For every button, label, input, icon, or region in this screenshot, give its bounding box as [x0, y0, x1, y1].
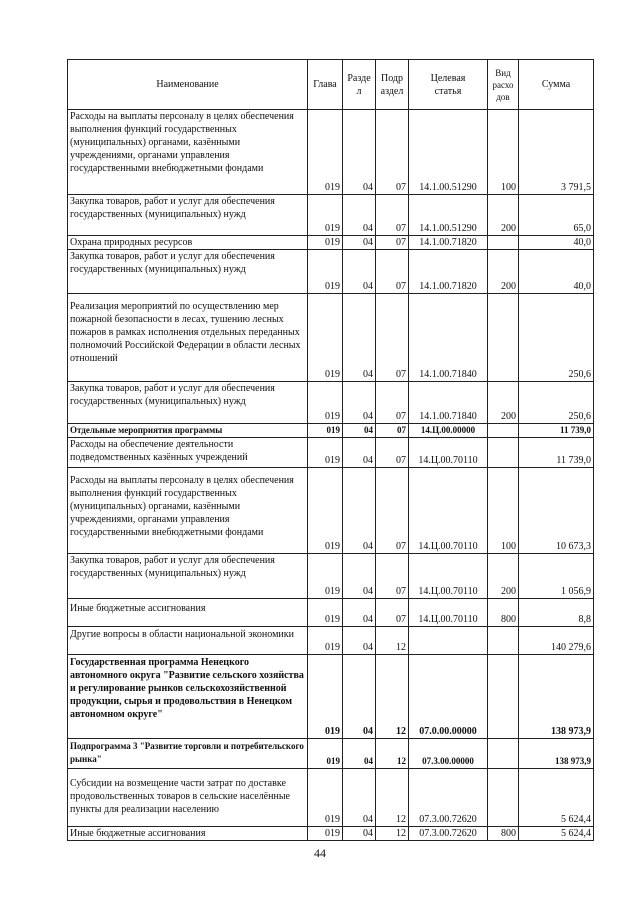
col-header-vid: Вид расхо дов [488, 60, 519, 110]
col-header-podrazdel: Подр аздел [376, 60, 409, 110]
row-sum: 40,0 [519, 250, 594, 294]
table-row [68, 599, 594, 627]
row-podrazdel: 07 [376, 554, 409, 599]
row-name: Закупка товаров, работ и услуг для обеспечения государственных (муниципальных) нужд [68, 554, 308, 599]
table-row [68, 294, 594, 382]
row-razdel: 04 [343, 554, 376, 599]
row-sum: 3 791,5 [519, 110, 594, 195]
row-target [409, 627, 488, 655]
row-podrazdel: 12 [376, 655, 409, 739]
row-razdel: 04 [343, 468, 376, 554]
row-target: 14.Ц.00.70110 [409, 554, 488, 599]
row-glava: 019 [308, 769, 343, 827]
header-row [68, 60, 594, 110]
row-glava: 019 [308, 554, 343, 599]
row-sum: 40,0 [519, 236, 594, 250]
row-vid: 800 [488, 599, 519, 627]
row-name: Охрана природных ресурсов [68, 236, 308, 250]
row-target: 14.Ц.00.70110 [409, 468, 488, 554]
row-sum: 10 673,3 [519, 468, 594, 554]
row-target: 07.3.00.00000 [409, 739, 488, 769]
row-razdel: 04 [343, 110, 376, 195]
row-target: 14.1.00.51290 [409, 110, 488, 195]
row-target: 14.Ц.00.70110 [409, 438, 488, 468]
row-vid: 200 [488, 554, 519, 599]
row-glava: 019 [308, 195, 343, 236]
row-razdel: 04 [343, 627, 376, 655]
row-sum: 140 279,6 [519, 627, 594, 655]
row-razdel: 04 [343, 739, 376, 769]
table-row [68, 739, 594, 769]
row-podrazdel: 07 [376, 236, 409, 250]
row-podrazdel: 07 [376, 599, 409, 627]
row-glava: 019 [308, 250, 343, 294]
row-sum: 5 624,4 [519, 827, 594, 841]
row-target: 07.0.00.00000 [409, 655, 488, 739]
row-podrazdel: 12 [376, 769, 409, 827]
table-row [68, 468, 594, 554]
row-name: Расходы на выплаты персоналу в целях обеспечения выполнения функций государственных (муниципальных) органами, казёнными учреждениями, органами управления государственными внебюджетными фондами [68, 468, 308, 554]
row-razdel: 04 [343, 599, 376, 627]
row-glava: 019 [308, 438, 343, 468]
table-row [68, 769, 594, 827]
table-row [68, 195, 594, 236]
row-name: Отдельные мероприятия программы [68, 424, 308, 438]
row-name: Реализация мероприятий по осуществлению мер пожарной безопасности в лесах, тушению лесных пожаров в рамках исполнения отдельных переданных полномочий Российской Федерации в области лесных отношений [68, 294, 308, 382]
row-podrazdel: 07 [376, 468, 409, 554]
row-vid: 200 [488, 382, 519, 424]
row-razdel: 04 [343, 655, 376, 739]
col-header-name: Наименование [68, 60, 308, 110]
row-razdel: 04 [343, 769, 376, 827]
row-podrazdel: 07 [376, 294, 409, 382]
row-target: 14.1.00.71820 [409, 250, 488, 294]
row-razdel: 04 [343, 438, 376, 468]
row-sum: 5 624,4 [519, 769, 594, 827]
row-name: Государственная программа Ненецкого автономного округа "Развитие сельского хозяйства и регулирование рынков сельскохозяйственной продукции, сырья и продовольствия в Ненецком автономном округе" [68, 655, 308, 739]
row-podrazdel: 07 [376, 424, 409, 438]
row-glava: 019 [308, 827, 343, 841]
row-razdel: 04 [343, 382, 376, 424]
row-vid [488, 424, 519, 438]
row-razdel: 04 [343, 294, 376, 382]
row-name: Иные бюджетные ассигнования [68, 599, 308, 627]
row-sum: 65,0 [519, 195, 594, 236]
table-row [68, 655, 594, 739]
row-glava: 019 [308, 739, 343, 769]
row-vid: 200 [488, 250, 519, 294]
row-vid [488, 739, 519, 769]
table-row [68, 438, 594, 468]
row-target: 14.Ц.00.00000 [409, 424, 488, 438]
table-row [68, 627, 594, 655]
row-target: 14.1.00.51290 [409, 195, 488, 236]
row-vid [488, 627, 519, 655]
row-vid: 100 [488, 110, 519, 195]
row-name: Закупка товаров, работ и услуг для обеспечения государственных (муниципальных) нужд [68, 195, 308, 236]
row-glava: 019 [308, 627, 343, 655]
row-razdel: 04 [343, 827, 376, 841]
row-name: Иные бюджетные ассигнования [68, 827, 308, 841]
row-sum: 138 973,9 [519, 739, 594, 769]
row-name: Закупка товаров, работ и услуг для обеспечения государственных (муниципальных) нужд [68, 382, 308, 424]
table-row [68, 424, 594, 438]
page-number: 44 [314, 846, 326, 860]
row-razdel: 04 [343, 250, 376, 294]
row-target: 14.1.00.71820 [409, 236, 488, 250]
row-glava: 019 [308, 294, 343, 382]
row-target: 07.3.00.72620 [409, 769, 488, 827]
row-podrazdel: 12 [376, 827, 409, 841]
row-glava: 019 [308, 468, 343, 554]
row-podrazdel: 07 [376, 250, 409, 294]
table-row [68, 382, 594, 424]
row-sum: 1 056,9 [519, 554, 594, 599]
row-vid: 800 [488, 827, 519, 841]
row-podrazdel: 12 [376, 739, 409, 769]
row-razdel: 04 [343, 195, 376, 236]
table-row [68, 827, 594, 841]
row-podrazdel: 07 [376, 195, 409, 236]
row-name: Расходы на выплаты персоналу в целях обеспечения выполнения функций государственных (муниципальных) органами, казёнными учреждениями, органами управления государственными внебюджетными фондами [68, 110, 308, 195]
row-podrazdel: 07 [376, 438, 409, 468]
row-glava: 019 [308, 655, 343, 739]
row-target: 07.3.00.72620 [409, 827, 488, 841]
row-vid [488, 655, 519, 739]
col-header-target: Целевая статья [409, 60, 488, 110]
budget-table [67, 59, 594, 841]
row-name: Другие вопросы в области национальной экономики [68, 627, 308, 655]
row-name: Субсидии на возмещение части затрат по доставке продовольственных товаров в сельские населённые пункты для реализации населению [68, 769, 308, 827]
row-glava: 019 [308, 236, 343, 250]
row-glava: 019 [308, 424, 343, 438]
row-sum: 138 973,9 [519, 655, 594, 739]
row-target: 14.1.00.71840 [409, 382, 488, 424]
row-name: Расходы на обеспечение деятельности подведомственных казённых учреждений [68, 438, 308, 468]
row-vid [488, 438, 519, 468]
table-row [68, 250, 594, 294]
row-vid [488, 236, 519, 250]
row-glava: 019 [308, 382, 343, 424]
table-row [68, 110, 594, 195]
col-header-sum: Сумма [519, 60, 594, 110]
row-vid: 100 [488, 468, 519, 554]
row-podrazdel: 12 [376, 627, 409, 655]
row-razdel: 04 [343, 236, 376, 250]
row-razdel: 04 [343, 424, 376, 438]
row-name: Подпрограмма 3 "Развитие торговли и потребительского рынка" [68, 739, 308, 769]
row-vid [488, 769, 519, 827]
row-podrazdel: 07 [376, 110, 409, 195]
row-sum: 250,6 [519, 294, 594, 382]
row-target: 14.Ц.00.70110 [409, 599, 488, 627]
row-sum: 250,6 [519, 382, 594, 424]
table-row [68, 554, 594, 599]
col-header-glava: Глава [308, 60, 343, 110]
row-podrazdel: 07 [376, 382, 409, 424]
row-sum: 11 739,0 [519, 424, 594, 438]
row-glava: 019 [308, 110, 343, 195]
row-name: Закупка товаров, работ и услуг для обеспечения государственных (муниципальных) нужд [68, 250, 308, 294]
row-glava: 019 [308, 599, 343, 627]
row-vid [488, 294, 519, 382]
col-header-razdel: Разде л [343, 60, 376, 110]
table-row [68, 236, 594, 250]
row-vid: 200 [488, 195, 519, 236]
row-target: 14.1.00.71840 [409, 294, 488, 382]
row-sum: 11 739,0 [519, 438, 594, 468]
row-sum: 8,8 [519, 599, 594, 627]
